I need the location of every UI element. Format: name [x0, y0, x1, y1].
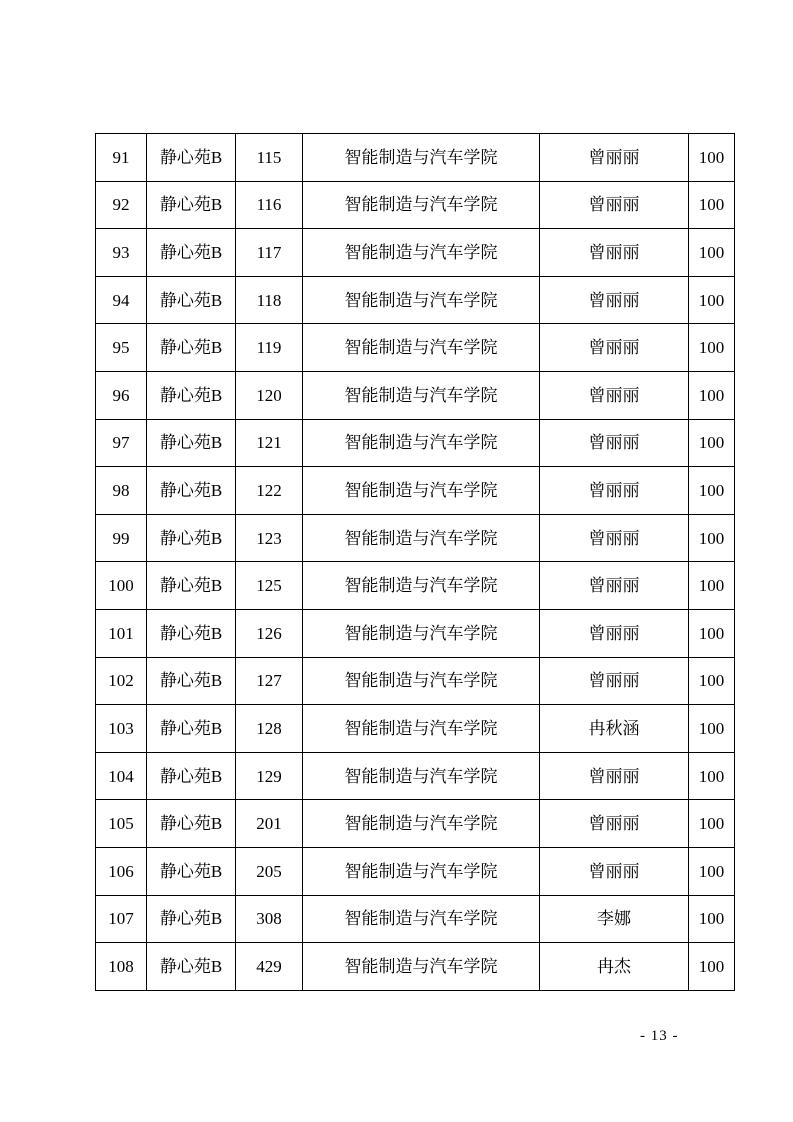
row-number-cell: 103: [96, 705, 147, 753]
row-number-cell: 93: [96, 229, 147, 277]
room-cell: 129: [236, 752, 303, 800]
building-cell: 静心苑B: [147, 419, 236, 467]
manager-cell: 李娜: [540, 895, 689, 943]
score-cell: 100: [689, 134, 735, 182]
building-cell: 静心苑B: [147, 657, 236, 705]
row-number-cell: 99: [96, 514, 147, 562]
row-number-cell: 100: [96, 562, 147, 610]
building-cell: 静心苑B: [147, 847, 236, 895]
row-number-cell: 91: [96, 134, 147, 182]
table-row: [96, 609, 735, 657]
building-cell: 静心苑B: [147, 514, 236, 562]
table-row: [96, 134, 735, 182]
table-row: [96, 943, 735, 991]
room-cell: 123: [236, 514, 303, 562]
room-cell: 128: [236, 705, 303, 753]
manager-cell: 曾丽丽: [540, 276, 689, 324]
manager-cell: 曾丽丽: [540, 847, 689, 895]
row-number-cell: 96: [96, 371, 147, 419]
manager-cell: 冉杰: [540, 943, 689, 991]
room-cell: 201: [236, 800, 303, 848]
manager-cell: 曾丽丽: [540, 419, 689, 467]
score-cell: 100: [689, 752, 735, 800]
row-number-cell: 95: [96, 324, 147, 372]
college-cell: 智能制造与汽车学院: [303, 562, 540, 610]
score-cell: 100: [689, 657, 735, 705]
row-number-cell: 98: [96, 467, 147, 515]
manager-cell: 冉秋涵: [540, 705, 689, 753]
row-number-cell: 97: [96, 419, 147, 467]
table-row: [96, 752, 735, 800]
room-cell: 117: [236, 229, 303, 277]
college-cell: 智能制造与汽车学院: [303, 134, 540, 182]
score-cell: 100: [689, 895, 735, 943]
college-cell: 智能制造与汽车学院: [303, 181, 540, 229]
manager-cell: 曾丽丽: [540, 134, 689, 182]
room-cell: 429: [236, 943, 303, 991]
score-cell: 100: [689, 705, 735, 753]
table-row: [96, 467, 735, 515]
college-cell: 智能制造与汽车学院: [303, 229, 540, 277]
college-cell: 智能制造与汽车学院: [303, 276, 540, 324]
college-cell: 智能制造与汽车学院: [303, 705, 540, 753]
college-cell: 智能制造与汽车学院: [303, 847, 540, 895]
table-row: [96, 657, 735, 705]
table-row: [96, 371, 735, 419]
score-cell: 100: [689, 514, 735, 562]
building-cell: 静心苑B: [147, 800, 236, 848]
manager-cell: 曾丽丽: [540, 514, 689, 562]
college-cell: 智能制造与汽车学院: [303, 467, 540, 515]
room-cell: 116: [236, 181, 303, 229]
room-cell: 115: [236, 134, 303, 182]
table-row: [96, 419, 735, 467]
manager-cell: 曾丽丽: [540, 324, 689, 372]
table-body: [96, 134, 735, 991]
score-cell: 100: [689, 800, 735, 848]
college-cell: 智能制造与汽车学院: [303, 514, 540, 562]
row-number-cell: 92: [96, 181, 147, 229]
college-cell: 智能制造与汽车学院: [303, 943, 540, 991]
building-cell: 静心苑B: [147, 324, 236, 372]
room-cell: 126: [236, 609, 303, 657]
building-cell: 静心苑B: [147, 609, 236, 657]
table-row: [96, 276, 735, 324]
room-cell: 308: [236, 895, 303, 943]
building-cell: 静心苑B: [147, 467, 236, 515]
college-cell: 智能制造与汽车学院: [303, 609, 540, 657]
college-cell: 智能制造与汽车学院: [303, 419, 540, 467]
manager-cell: 曾丽丽: [540, 800, 689, 848]
row-number-cell: 106: [96, 847, 147, 895]
table-row: [96, 800, 735, 848]
table-row: [96, 895, 735, 943]
row-number-cell: 94: [96, 276, 147, 324]
college-cell: 智能制造与汽车学院: [303, 752, 540, 800]
manager-cell: 曾丽丽: [540, 609, 689, 657]
college-cell: 智能制造与汽车学院: [303, 324, 540, 372]
dormitory-score-table: [95, 133, 735, 991]
manager-cell: 曾丽丽: [540, 229, 689, 277]
row-number-cell: 107: [96, 895, 147, 943]
row-number-cell: 102: [96, 657, 147, 705]
table-row: [96, 324, 735, 372]
room-cell: 122: [236, 467, 303, 515]
building-cell: 静心苑B: [147, 562, 236, 610]
manager-cell: 曾丽丽: [540, 562, 689, 610]
table-row: [96, 181, 735, 229]
room-cell: 119: [236, 324, 303, 372]
building-cell: 静心苑B: [147, 752, 236, 800]
score-cell: 100: [689, 276, 735, 324]
college-cell: 智能制造与汽车学院: [303, 800, 540, 848]
building-cell: 静心苑B: [147, 181, 236, 229]
manager-cell: 曾丽丽: [540, 657, 689, 705]
row-number-cell: 105: [96, 800, 147, 848]
room-cell: 125: [236, 562, 303, 610]
manager-cell: 曾丽丽: [540, 752, 689, 800]
table-row: [96, 514, 735, 562]
manager-cell: 曾丽丽: [540, 181, 689, 229]
page-number: - 13 -: [640, 1028, 679, 1044]
building-cell: 静心苑B: [147, 895, 236, 943]
table-row: [96, 562, 735, 610]
table-row: [96, 229, 735, 277]
score-cell: 100: [689, 847, 735, 895]
building-cell: 静心苑B: [147, 943, 236, 991]
row-number-cell: 104: [96, 752, 147, 800]
building-cell: 静心苑B: [147, 276, 236, 324]
table-row: [96, 705, 735, 753]
score-cell: 100: [689, 324, 735, 372]
score-cell: 100: [689, 419, 735, 467]
table-row: [96, 847, 735, 895]
score-cell: 100: [689, 181, 735, 229]
score-cell: 100: [689, 371, 735, 419]
college-cell: 智能制造与汽车学院: [303, 895, 540, 943]
score-cell: 100: [689, 467, 735, 515]
score-cell: 100: [689, 562, 735, 610]
building-cell: 静心苑B: [147, 134, 236, 182]
college-cell: 智能制造与汽车学院: [303, 371, 540, 419]
building-cell: 静心苑B: [147, 371, 236, 419]
room-cell: 205: [236, 847, 303, 895]
row-number-cell: 108: [96, 943, 147, 991]
college-cell: 智能制造与汽车学院: [303, 657, 540, 705]
room-cell: 127: [236, 657, 303, 705]
manager-cell: 曾丽丽: [540, 371, 689, 419]
row-number-cell: 101: [96, 609, 147, 657]
building-cell: 静心苑B: [147, 705, 236, 753]
room-cell: 120: [236, 371, 303, 419]
score-cell: 100: [689, 609, 735, 657]
room-cell: 118: [236, 276, 303, 324]
manager-cell: 曾丽丽: [540, 467, 689, 515]
score-cell: 100: [689, 943, 735, 991]
building-cell: 静心苑B: [147, 229, 236, 277]
score-cell: 100: [689, 229, 735, 277]
room-cell: 121: [236, 419, 303, 467]
